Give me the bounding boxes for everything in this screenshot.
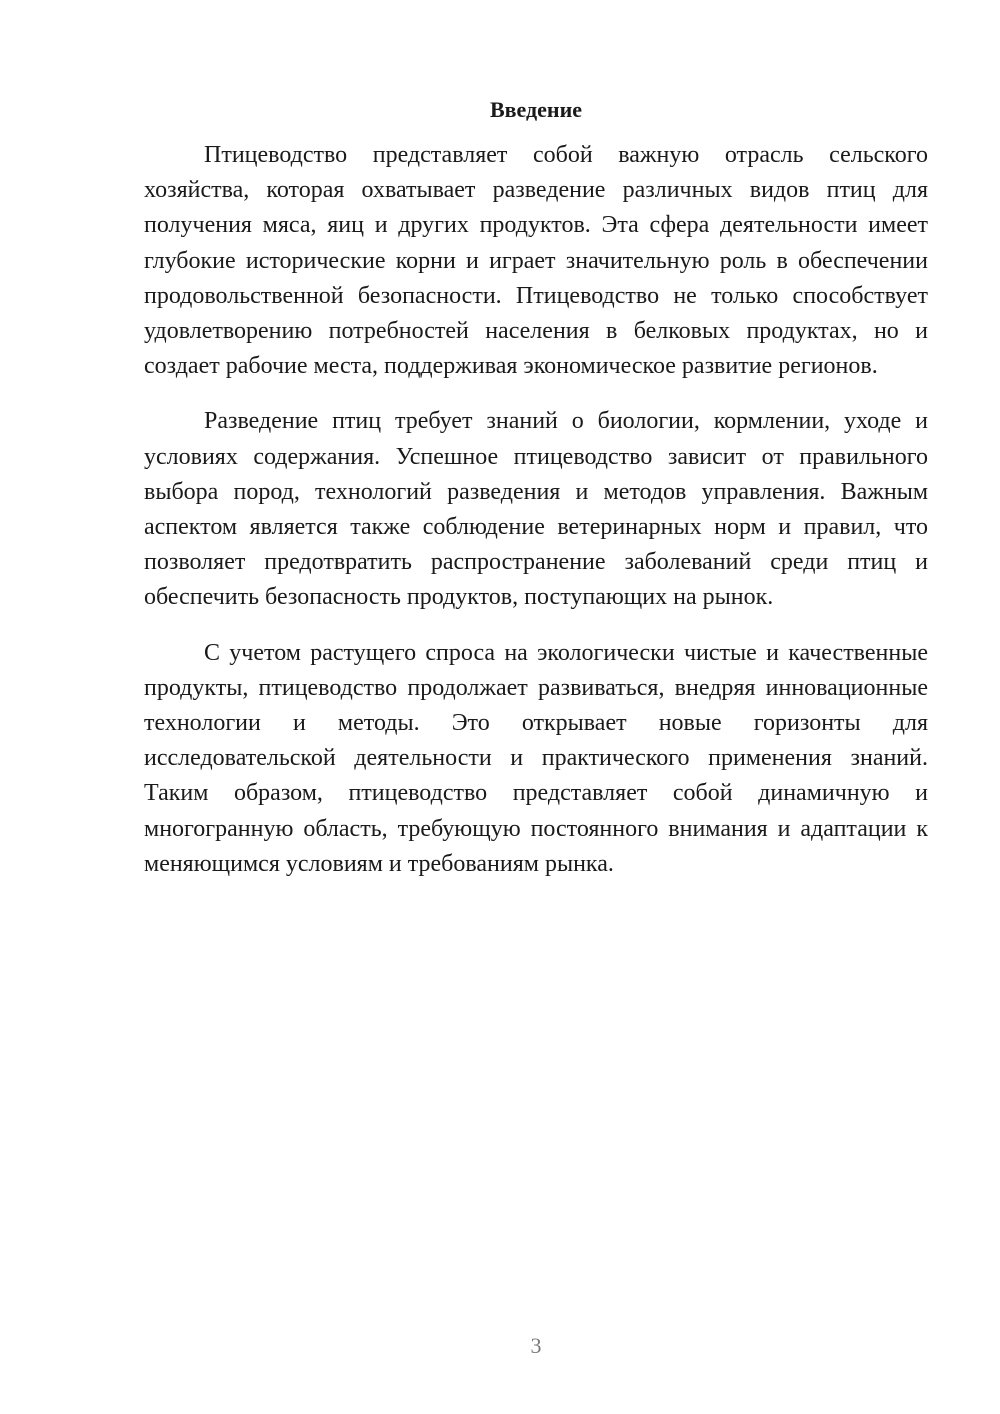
page-title: Введение — [489, 97, 583, 122]
paragraph-2: Разведение птиц требует знаний о биологии, кормлении, уходе и условиях содержания. Успешное птицеводство зависит от правильного выбора пород, технологий разведения и методов управления. Важным аспектом является также соблюдение ветеринарных норм и правил, что позволяет предотвратить распространение заболеваний среди птиц и обеспечить безопасность продуктов, поступающих на рынок. — [144, 408, 928, 611]
paragraph-1: Птицеводство представляет собой важную отрасль сельского хозяйства, которая охватывает разведение различных видов птиц для получения мяса, яиц и других продуктов. Эта сфера деятельности имеет глубокие исторические корни и играет значительную роль в обеспечении продовольственной безопасности. Птицеводство не только способствует удовлетворению потребностей населения в белковых продуктах, но и создает рабочие места, поддерживая экономическое развитие регионов. — [144, 142, 928, 380]
paragraph-3: С учетом растущего спроса на экологически чистые и качественные продукты, птицеводство продолжает развиваться, внедряя инновационные технологии и методы. Это открывает новые горизонты для исследовательской деятельности и практического применения знаний. Таким образом, птицеводство представляет собой динамичную и многогранную область, требующую постоянного внимания и адаптации к меняющимся условиям и требованиям рынка. — [144, 639, 928, 877]
document-body — [144, 94, 928, 902]
page-number: 3 — [530, 1333, 542, 1358]
